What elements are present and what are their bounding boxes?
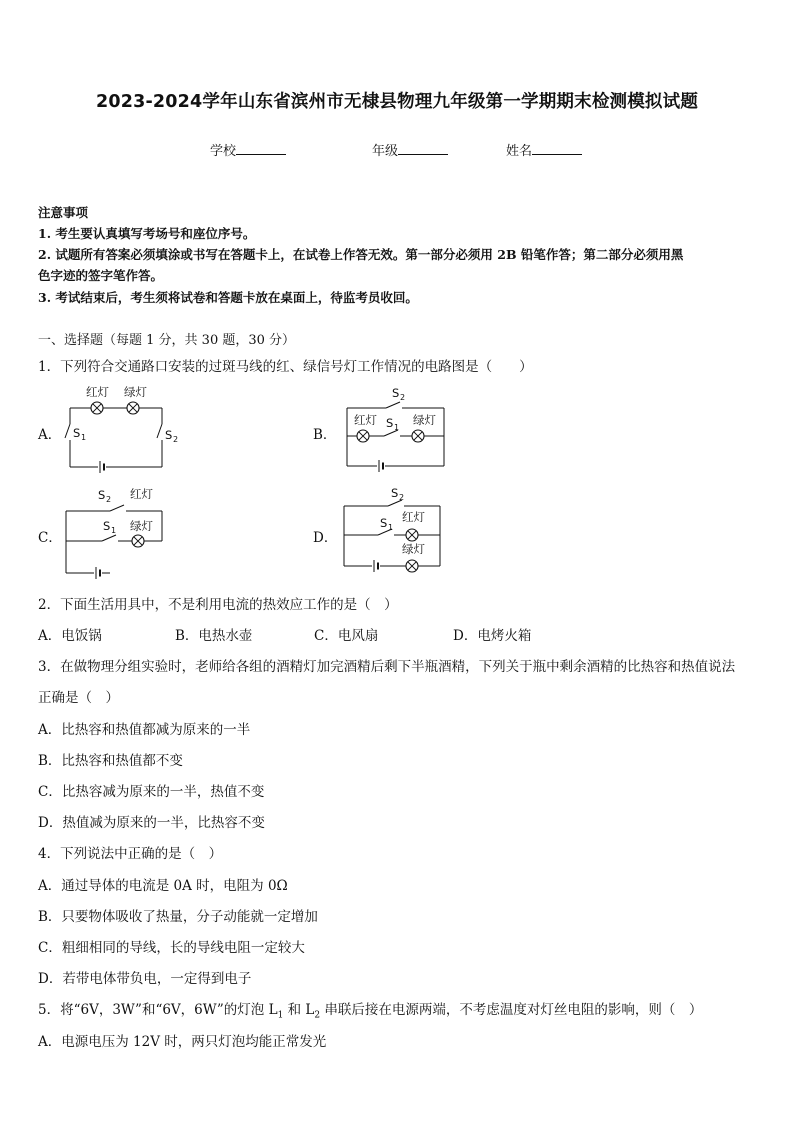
battery-icon [100,461,104,473]
circuit-c [66,505,162,579]
q5-subscript: 2 [314,1010,321,1021]
q5-stem-part: 串联后接在电源两端，不考虑温度对灯丝电阻的影响，则（ ） [320,1002,703,1018]
red-lamp-icon [91,402,103,414]
red-lamp-icon [357,430,369,442]
question-5-stem [38,998,702,1021]
q2-option-d[interactable]: D．电烤火箱 [453,628,532,644]
switch-subscript: 2 [400,393,406,402]
q1-option-a-letter: A． [38,427,62,443]
battery-icon [96,567,100,579]
section-heading: 一、选择题（每题 1 分，共 30 题，30 分） [38,333,296,348]
switch-subscript: 1 [394,423,400,432]
page-title: 2023-2024学年山东省滨州市无棣县物理九年级第一学期期末检测模拟试题 [95,92,699,112]
red-lamp-label: 红灯 [130,487,153,501]
green-lamp-label: 绿灯 [124,385,147,399]
switch-subscript: 2 [399,493,405,502]
switch-label: S [392,386,400,400]
q1-option-d-letter: D． [313,530,338,546]
green-lamp-label: 绿灯 [130,519,153,533]
green-lamp-icon [406,560,418,572]
question-1-stem: 1．下列符合交通路口安装的过斑马线的红、绿信号灯工作情况的电路图是（ ） [38,359,533,375]
q1-option-c-letter: C． [38,530,62,546]
name-label: 姓名 [506,144,533,159]
red-lamp-label: 红灯 [354,413,377,427]
switch-subscript: 1 [388,523,394,532]
note-item: 3. 考试结束后，考生须将试卷和答题卡放在桌面上，待监考员收回。 [38,290,418,305]
switch-label: S [98,488,106,502]
q4-option-a[interactable]: A．通过导体的电流是 0A 时，电阻为 0Ω [38,878,288,894]
circuit-d [344,500,440,572]
switch-label: S [391,486,399,500]
notes-heading: 注意事项 [38,205,89,220]
q5-stem-part: 和 L [283,1002,315,1018]
q2-option-c[interactable]: C．电风扇 [314,628,379,644]
note-item: 色字迹的签字笔作答。 [38,268,164,283]
switch-label: S [380,516,388,530]
school-label: 学校 [210,144,237,159]
red-lamp-label: 红灯 [86,385,109,399]
grade-label: 年级 [372,144,399,159]
switch-subscript: 1 [111,526,117,535]
switch-subscript: 1 [81,433,87,442]
green-lamp-label: 绿灯 [402,542,425,556]
question-4-stem: 4．下列说法中正确的是（ ） [38,846,223,862]
green-lamp-icon [127,402,139,414]
battery-icon [374,560,378,572]
switch-label: S [165,428,173,442]
q1-option-b-letter: B． [313,427,337,443]
q4-option-d[interactable]: D．若带电体带负电，一定得到电子 [38,971,252,987]
switch-subscript: 2 [173,435,179,444]
switch-label: S [386,416,394,430]
q3-option-d[interactable]: D．热值减为原来的一半，比热容不变 [38,815,265,831]
q5-stem-part: 5．将“6V，3W”和“6V，6W”的灯泡 L [38,1002,278,1018]
red-lamp-label: 红灯 [402,510,425,524]
q2-option-b[interactable]: B．电热水壶 [175,628,253,644]
q2-option-a[interactable]: A．电饭锅 [38,628,102,644]
q5-subscript: 1 [277,1010,284,1021]
battery-icon [379,460,383,472]
q3-option-a[interactable]: A．比热容和热值都减为原来的一半 [38,722,251,738]
q3-option-b[interactable]: B．比热容和热值都不变 [38,753,183,769]
question-3-stem: 3．在做物理分组实验时，老师给各组的酒精灯加完酒精后剩下半瓶酒精，下列关于瓶中剩余酒精的比热容和热值说法 [38,659,736,675]
green-lamp-icon [412,430,424,442]
question-2-stem: 2．下面生活用具中，不是利用电流的热效应工作的是（ ） [38,597,398,613]
question-3-stem-cont: 正确是（ ） [38,690,119,706]
q4-option-b[interactable]: B．只要物体吸收了热量，分子动能就一定增加 [38,909,318,925]
switch-label: S [103,519,111,533]
q5-option-a[interactable]: A．电源电压为 12V 时，两只灯泡均能正常发光 [38,1034,327,1050]
green-lamp-label: 绿灯 [413,413,436,427]
red-lamp-icon [406,529,418,541]
green-lamp-icon [132,535,144,547]
switch-label: S [73,426,81,440]
note-item: 2. 试题所有答案必须填涂或书写在答题卡上，在试卷上作答无效。第一部分必须用 2B 铅笔作答；第二部分必须用黑 [38,247,684,262]
note-item: 1. 考生要认真填写考场号和座位序号。 [38,226,256,241]
q4-option-c[interactable]: C．粗细相同的导线，长的导线电阻一定较大 [38,940,305,956]
q3-option-c[interactable]: C．比热容减为原来的一半，热值不变 [38,784,265,800]
switch-subscript: 2 [106,495,112,504]
